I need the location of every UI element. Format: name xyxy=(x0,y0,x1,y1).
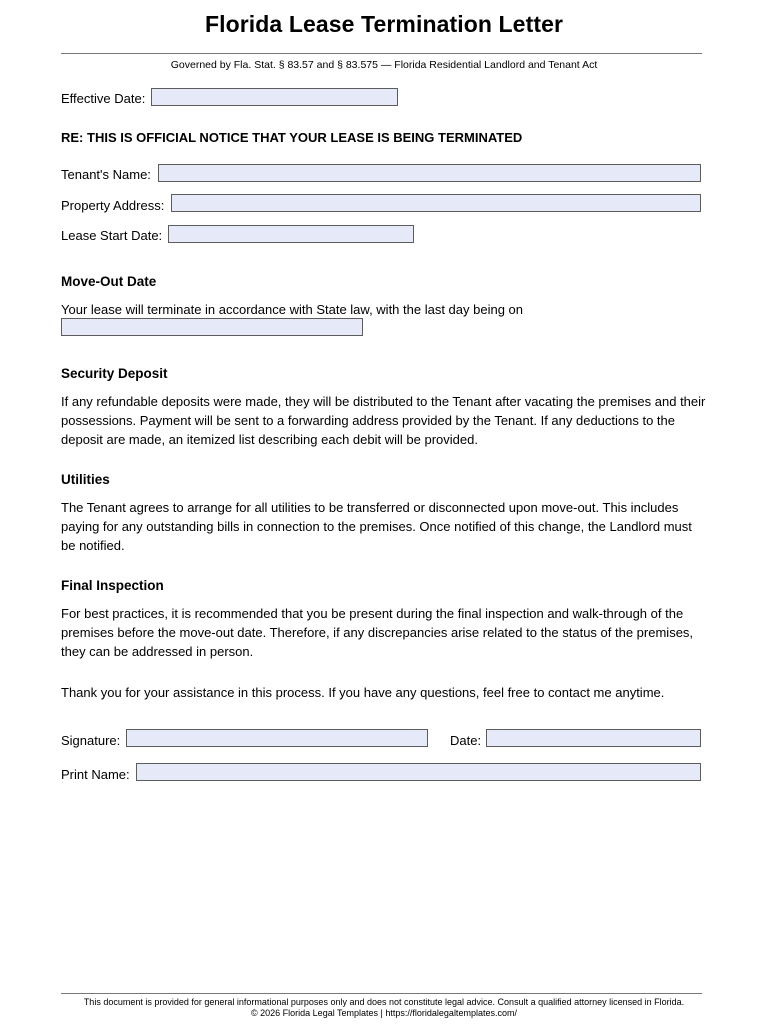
title-divider xyxy=(61,53,702,54)
date-label: Date: xyxy=(450,733,482,748)
utilities-heading: Utilities xyxy=(61,472,110,487)
effective-date-field[interactable] xyxy=(151,88,398,106)
footer-divider xyxy=(61,993,702,994)
print-name-field[interactable] xyxy=(136,763,701,781)
date-field[interactable] xyxy=(486,729,701,747)
footer-copyright: © 2026 Florida Legal Templates | https://floridalegaltemplates.com/ xyxy=(251,1008,517,1018)
property-address-label: Property Address: xyxy=(61,198,165,213)
re-notice-line: RE: THIS IS OFFICIAL NOTICE THAT YOUR LEASE IS BEING TERMINATED xyxy=(61,130,523,145)
move-out-text: Your lease will terminate in accordance with State law, with the last day being on xyxy=(61,302,524,317)
lease-start-date-label: Lease Start Date: xyxy=(61,228,163,243)
signature-label: Signature: xyxy=(61,733,121,748)
utilities-text: The Tenant agrees to arrange for all utilities to be transferred or disconnected upon move-out. This includes paying for any outstanding bills in connection to the premises. Once notified of this change, the Landlord must be notified. xyxy=(61,500,692,553)
effective-date-label: Effective Date: xyxy=(61,91,146,106)
tenant-name-label: Tenant's Name: xyxy=(61,167,151,182)
document-title: Florida Lease Termination Letter xyxy=(204,11,564,37)
property-address-field[interactable] xyxy=(171,194,701,212)
final-inspection-heading: Final Inspection xyxy=(61,578,164,593)
final-inspection-text: For best practices, it is recommended that you be present during the final inspection and walk-through of the premises before the move-out date. Therefore, if any discrepancies arise related to the status of the premises, they can be addressed in person. xyxy=(61,606,694,659)
tenant-name-field[interactable] xyxy=(158,164,701,182)
move-out-date-field[interactable] xyxy=(61,318,363,336)
closing-text: Thank you for your assistance in this process. If you have any questions, feel free to contact me anytime. xyxy=(61,685,665,700)
security-deposit-text: If any refundable deposits were made, they will be distributed to the Tenant after vacating the premises and their possessions. Payment will be sent to a forwarding address provided by the Tenant. If any deductions to the deposit are made, an itemized list describing each debit will be provided. xyxy=(61,394,706,447)
lease-start-date-field[interactable] xyxy=(168,225,414,243)
security-deposit-heading: Security Deposit xyxy=(61,366,168,381)
signature-field[interactable] xyxy=(126,729,428,747)
move-out-heading: Move-Out Date xyxy=(61,274,157,289)
footer-disclaimer: This document is provided for general informational purposes only and does not constitute legal advice. Consult a qualified attorney licensed in Florida. xyxy=(83,997,685,1007)
print-name-label: Print Name: xyxy=(61,767,130,782)
document-subtitle: Governed by Fla. Stat. § 83.57 and § 83.575 — Florida Residential Landlord and Tenant Act xyxy=(170,59,598,71)
